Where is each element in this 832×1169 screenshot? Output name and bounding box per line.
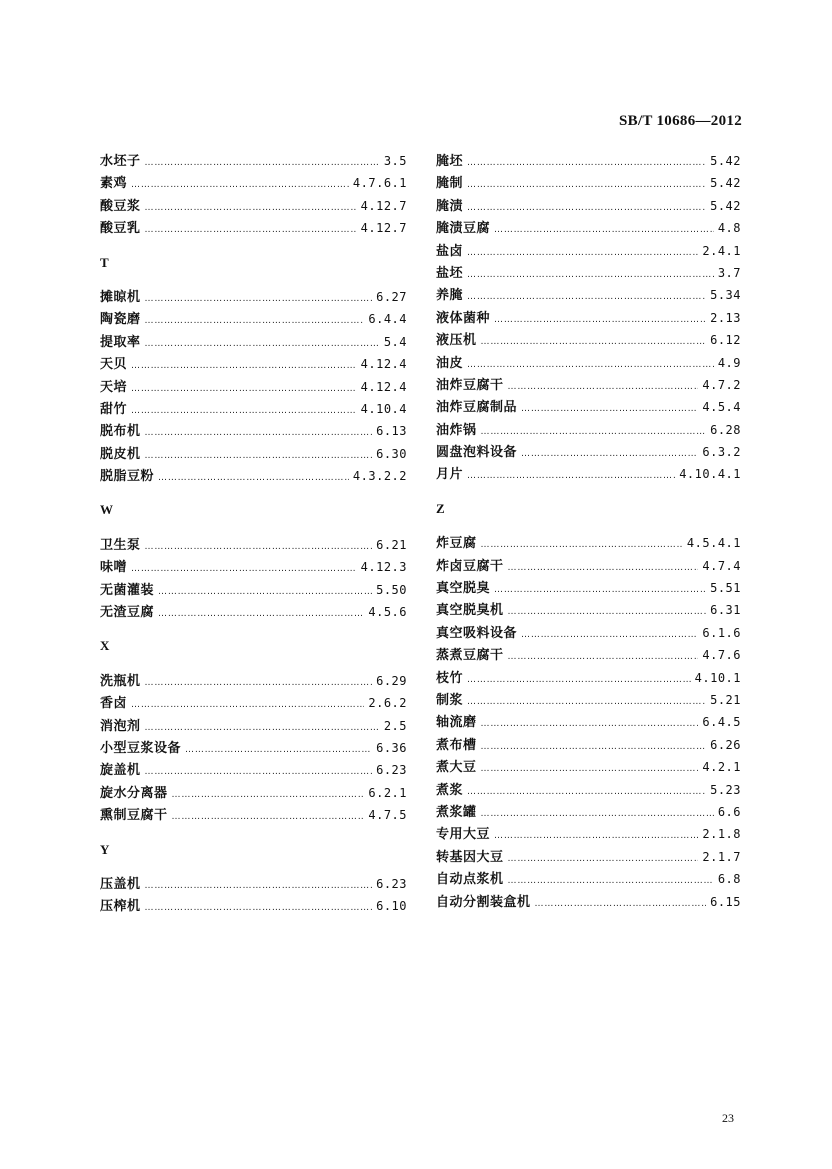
clause-reference: 4.7.6 bbox=[702, 648, 741, 663]
clause-reference: 6.6 bbox=[717, 804, 741, 819]
dot-leader bbox=[131, 355, 357, 377]
dot-leader bbox=[481, 534, 683, 556]
dot-leader bbox=[467, 197, 706, 219]
clause-reference: 2.1.8 bbox=[702, 827, 741, 842]
clause-reference: 5.4 bbox=[383, 334, 407, 349]
index-term: 油皮 bbox=[436, 355, 464, 371]
clause-reference: 6.3.2 bbox=[702, 445, 741, 460]
dot-leader bbox=[145, 897, 373, 919]
index-entry bbox=[436, 532, 741, 554]
index-group bbox=[100, 286, 407, 488]
clause-reference: 6.31 bbox=[710, 603, 741, 618]
index-entry bbox=[100, 670, 407, 692]
clause-reference: 4.12.3 bbox=[360, 560, 407, 575]
clause-reference: 6.1.6 bbox=[702, 625, 741, 640]
index-entry bbox=[100, 579, 407, 601]
index-term: 小型豆浆设备 bbox=[100, 740, 182, 756]
index-entry bbox=[436, 396, 741, 418]
index-entry bbox=[100, 737, 407, 759]
index-term: 制浆 bbox=[436, 692, 464, 708]
index-term: 腌渍 bbox=[436, 198, 464, 214]
index-term: 液压机 bbox=[436, 333, 477, 349]
dot-leader bbox=[508, 601, 707, 623]
dot-leader bbox=[131, 378, 357, 400]
clause-reference: 4.12.4 bbox=[360, 357, 407, 372]
index-term: 盐卤 bbox=[436, 243, 464, 259]
dot-leader bbox=[521, 443, 698, 465]
dot-leader bbox=[467, 669, 691, 691]
dot-leader bbox=[145, 288, 373, 310]
clause-reference: 6.26 bbox=[710, 737, 741, 752]
index-term: 转基因大豆 bbox=[436, 849, 504, 865]
dot-leader bbox=[467, 691, 706, 713]
index-entry bbox=[100, 443, 407, 465]
dot-leader bbox=[467, 354, 714, 376]
dot-leader bbox=[481, 331, 707, 353]
dot-leader bbox=[481, 736, 707, 758]
index-entry bbox=[100, 556, 407, 578]
index-term: 油炸豆腐制品 bbox=[436, 400, 518, 416]
index-term: 脱脂豆粉 bbox=[100, 469, 155, 485]
dot-leader bbox=[467, 286, 706, 308]
clause-reference: 5.34 bbox=[710, 288, 741, 303]
index-term: 天培 bbox=[100, 379, 128, 395]
index-entry bbox=[436, 463, 741, 485]
dot-leader bbox=[467, 174, 706, 196]
dot-leader bbox=[145, 219, 357, 241]
dot-leader bbox=[145, 310, 365, 332]
index-entry bbox=[436, 352, 741, 374]
dot-leader bbox=[131, 400, 357, 422]
index-group bbox=[100, 670, 407, 827]
clause-reference: 6.12 bbox=[710, 333, 741, 348]
clause-reference: 4.5.4.1 bbox=[686, 536, 741, 551]
clause-reference: 6.28 bbox=[710, 422, 741, 437]
clause-reference: 5.42 bbox=[710, 176, 741, 191]
index-term: 液体菌种 bbox=[436, 310, 491, 326]
section-letter-y: Y bbox=[100, 841, 110, 857]
index-column-right bbox=[436, 150, 741, 913]
clause-reference: 5.42 bbox=[710, 154, 741, 168]
index-entry bbox=[436, 868, 741, 890]
index-term: 蒸煮豆腐干 bbox=[436, 648, 504, 664]
dot-leader bbox=[494, 309, 706, 331]
clause-reference: 4.12.7 bbox=[360, 221, 407, 236]
index-term: 煮浆 bbox=[436, 782, 464, 798]
index-entry bbox=[100, 465, 407, 487]
clause-reference: 6.29 bbox=[376, 673, 407, 688]
index-term: 自动点浆机 bbox=[436, 872, 504, 888]
index-term: 油炸锅 bbox=[436, 422, 477, 438]
index-entry bbox=[100, 873, 407, 895]
index-group bbox=[100, 534, 407, 624]
dot-leader bbox=[145, 152, 380, 174]
clause-reference: 2.4.1 bbox=[702, 243, 741, 258]
index-term: 消泡剂 bbox=[100, 718, 141, 734]
dot-leader bbox=[508, 646, 699, 668]
index-entry bbox=[100, 692, 407, 714]
clause-reference: 6.4.4 bbox=[368, 312, 407, 327]
index-entry bbox=[436, 284, 741, 306]
index-term: 摊晾机 bbox=[100, 289, 141, 305]
dot-leader bbox=[508, 848, 699, 870]
index-term: 无菌灌装 bbox=[100, 582, 155, 598]
index-entry bbox=[436, 644, 741, 666]
section-letter-t: T bbox=[100, 254, 109, 270]
index-term: 酸豆浆 bbox=[100, 198, 141, 214]
index-term: 真空脱臭机 bbox=[436, 603, 504, 619]
dot-leader bbox=[172, 784, 365, 806]
index-entry bbox=[100, 308, 407, 330]
index-term: 压榨机 bbox=[100, 899, 141, 915]
index-group bbox=[436, 532, 741, 913]
index-term: 盐坯 bbox=[436, 265, 464, 281]
clause-reference: 4.7.2 bbox=[702, 377, 741, 392]
index-column-left bbox=[100, 150, 407, 918]
index-term: 熏制豆腐干 bbox=[100, 808, 168, 824]
index-entry bbox=[436, 622, 741, 644]
dot-leader bbox=[508, 870, 714, 892]
index-term: 炸卤豆腐干 bbox=[436, 558, 504, 574]
clause-reference: 5.42 bbox=[710, 198, 741, 213]
index-entry bbox=[100, 895, 407, 917]
document-code: SB/T 10686—2012 bbox=[619, 113, 742, 129]
index-entry bbox=[436, 217, 741, 239]
index-term: 圆盘泡料设备 bbox=[436, 445, 518, 461]
clause-reference: 6.10 bbox=[376, 899, 407, 914]
clause-reference: 4.7.5 bbox=[368, 808, 407, 823]
dot-leader bbox=[145, 536, 373, 558]
clause-reference: 2.6.2 bbox=[368, 696, 407, 711]
dot-leader bbox=[467, 152, 706, 174]
dot-leader bbox=[481, 803, 714, 825]
clause-reference: 6.27 bbox=[376, 289, 407, 304]
clause-reference: 5.21 bbox=[710, 692, 741, 707]
dot-leader bbox=[158, 467, 349, 489]
index-term: 脱布机 bbox=[100, 424, 141, 440]
index-entry bbox=[100, 331, 407, 353]
clause-reference: 2.5 bbox=[383, 718, 407, 733]
index-entry bbox=[100, 601, 407, 623]
dot-leader bbox=[131, 174, 349, 196]
index-entry bbox=[436, 891, 741, 913]
index-entry bbox=[100, 353, 407, 375]
clause-reference: 6.13 bbox=[376, 424, 407, 439]
index-term: 腌坯 bbox=[436, 154, 464, 169]
section-letter-z: Z bbox=[436, 500, 445, 516]
index-term: 自动分割装盒机 bbox=[436, 894, 531, 910]
dot-leader bbox=[145, 875, 373, 897]
dot-leader bbox=[535, 893, 707, 915]
index-term: 洗瓶机 bbox=[100, 673, 141, 689]
dot-leader bbox=[508, 376, 699, 398]
clause-reference: 4.12.7 bbox=[360, 198, 407, 213]
index-group bbox=[100, 873, 407, 918]
index-entry bbox=[100, 217, 407, 239]
index-term: 甜竹 bbox=[100, 401, 128, 417]
dot-leader bbox=[494, 825, 698, 847]
index-entry bbox=[436, 307, 741, 329]
clause-reference: 2.13 bbox=[710, 310, 741, 325]
clause-reference: 5.50 bbox=[376, 582, 407, 597]
index-entry bbox=[100, 172, 407, 194]
index-entry bbox=[100, 759, 407, 781]
index-term: 味噌 bbox=[100, 560, 128, 576]
index-term: 枝竹 bbox=[436, 670, 464, 686]
index-term: 养腌 bbox=[436, 288, 464, 304]
clause-reference: 4.5.4 bbox=[702, 400, 741, 415]
dot-leader bbox=[467, 781, 706, 803]
index-entry bbox=[436, 419, 741, 441]
dot-leader bbox=[481, 713, 699, 735]
index-term: 陶瓷磨 bbox=[100, 312, 141, 328]
clause-reference: 6.8 bbox=[717, 872, 741, 887]
index-term: 煮大豆 bbox=[436, 760, 477, 776]
index-term: 水坯子 bbox=[100, 154, 141, 169]
clause-reference: 4.10.1 bbox=[694, 670, 741, 685]
clause-reference: 4.7.4 bbox=[702, 558, 741, 573]
index-term: 脱皮机 bbox=[100, 446, 141, 462]
index-term: 素鸡 bbox=[100, 176, 128, 192]
dot-leader bbox=[494, 579, 706, 601]
index-term: 真空脱臭 bbox=[436, 581, 491, 597]
clause-reference: 6.21 bbox=[376, 537, 407, 552]
dot-leader bbox=[145, 717, 380, 739]
index-entry bbox=[436, 262, 741, 284]
index-term: 腌制 bbox=[436, 176, 464, 192]
dot-leader bbox=[145, 333, 380, 355]
index-entry bbox=[436, 555, 741, 577]
dot-leader bbox=[508, 557, 699, 579]
index-entry bbox=[100, 715, 407, 737]
index-term: 腌渍豆腐 bbox=[436, 221, 491, 237]
dot-leader bbox=[158, 603, 364, 625]
dot-leader bbox=[467, 242, 698, 264]
clause-reference: 4.9 bbox=[717, 355, 741, 370]
index-term: 真空吸料设备 bbox=[436, 625, 518, 641]
index-entry bbox=[436, 329, 741, 351]
dot-leader bbox=[145, 445, 373, 467]
index-entry bbox=[436, 172, 741, 194]
index-term: 无渣豆腐 bbox=[100, 605, 155, 621]
dot-leader bbox=[521, 624, 698, 646]
index-term: 油炸豆腐干 bbox=[436, 377, 504, 393]
index-term: 煮布槽 bbox=[436, 737, 477, 753]
index-entry bbox=[436, 667, 741, 689]
page-number: 23 bbox=[722, 1111, 734, 1125]
index-entry bbox=[100, 195, 407, 217]
clause-reference: 4.12.4 bbox=[360, 379, 407, 394]
clause-reference: 4.10.4.1 bbox=[679, 467, 741, 482]
clause-reference: 4.2.1 bbox=[702, 760, 741, 775]
section-letter-x: X bbox=[100, 638, 110, 654]
index-entry bbox=[436, 711, 741, 733]
dot-leader bbox=[131, 558, 357, 580]
index-group bbox=[100, 150, 407, 240]
clause-reference: 3.5 bbox=[383, 154, 407, 168]
index-entry bbox=[436, 374, 741, 396]
index-entry bbox=[436, 779, 741, 801]
clause-reference: 6.4.5 bbox=[702, 715, 741, 730]
dot-leader bbox=[172, 806, 365, 828]
index-entry bbox=[100, 286, 407, 308]
clause-reference: 4.3.2.2 bbox=[352, 469, 407, 484]
dot-leader bbox=[145, 422, 373, 444]
index-term: 天贝 bbox=[100, 357, 128, 373]
index-entry bbox=[436, 577, 741, 599]
clause-reference: 4.10.4 bbox=[360, 401, 407, 416]
dot-leader bbox=[145, 197, 357, 219]
index-term: 卫生泵 bbox=[100, 537, 141, 553]
dot-leader bbox=[467, 264, 714, 286]
clause-reference: 5.23 bbox=[710, 782, 741, 797]
index-entry bbox=[100, 150, 407, 172]
index-entry bbox=[436, 195, 741, 217]
index-entry bbox=[100, 376, 407, 398]
dot-leader bbox=[145, 672, 373, 694]
index-term: 轴流磨 bbox=[436, 715, 477, 731]
dot-leader bbox=[494, 219, 714, 241]
index-entry bbox=[436, 599, 741, 621]
index-entry bbox=[436, 150, 741, 172]
index-entry bbox=[436, 240, 741, 262]
index-term: 煮浆罐 bbox=[436, 804, 477, 820]
index-term: 炸豆腐 bbox=[436, 536, 477, 552]
clause-reference: 6.36 bbox=[376, 740, 407, 755]
index-term: 月片 bbox=[436, 467, 464, 483]
index-term: 香卤 bbox=[100, 696, 128, 712]
dot-leader bbox=[481, 421, 707, 443]
index-entry bbox=[436, 689, 741, 711]
index-term: 压盖机 bbox=[100, 876, 141, 892]
clause-reference: 4.7.6.1 bbox=[352, 176, 407, 191]
clause-reference: 6.23 bbox=[376, 876, 407, 891]
index-entry bbox=[100, 782, 407, 804]
index-term: 专用大豆 bbox=[436, 827, 491, 843]
clause-reference: 4.8 bbox=[717, 221, 741, 236]
dot-leader bbox=[521, 398, 698, 420]
index-group bbox=[436, 150, 741, 486]
clause-reference: 6.2.1 bbox=[368, 785, 407, 800]
clause-reference: 3.7 bbox=[717, 265, 741, 280]
index-entry bbox=[436, 823, 741, 845]
index-term: 提取率 bbox=[100, 334, 141, 350]
dot-leader bbox=[131, 694, 364, 716]
index-entry bbox=[436, 801, 741, 823]
clause-reference: 5.51 bbox=[710, 581, 741, 596]
clause-reference: 4.5.6 bbox=[368, 605, 407, 620]
index-entry bbox=[436, 441, 741, 463]
index-term: 旋盖机 bbox=[100, 763, 141, 779]
dot-leader bbox=[467, 465, 675, 487]
clause-reference: 2.1.7 bbox=[702, 849, 741, 864]
dot-leader bbox=[158, 581, 372, 603]
index-entry bbox=[100, 420, 407, 442]
clause-reference: 6.23 bbox=[376, 763, 407, 778]
index-entry bbox=[436, 846, 741, 868]
index-entry bbox=[436, 756, 741, 778]
index-entry bbox=[100, 398, 407, 420]
index-entry bbox=[100, 534, 407, 556]
index-entry bbox=[436, 734, 741, 756]
index-term: 旋水分离器 bbox=[100, 785, 168, 801]
index-entry bbox=[100, 804, 407, 826]
index-term: 酸豆乳 bbox=[100, 221, 141, 237]
dot-leader bbox=[481, 758, 699, 780]
clause-reference: 6.30 bbox=[376, 446, 407, 461]
dot-leader bbox=[145, 761, 373, 783]
clause-reference: 6.15 bbox=[710, 894, 741, 909]
section-letter-w: W bbox=[100, 502, 113, 518]
dot-leader bbox=[185, 739, 372, 761]
